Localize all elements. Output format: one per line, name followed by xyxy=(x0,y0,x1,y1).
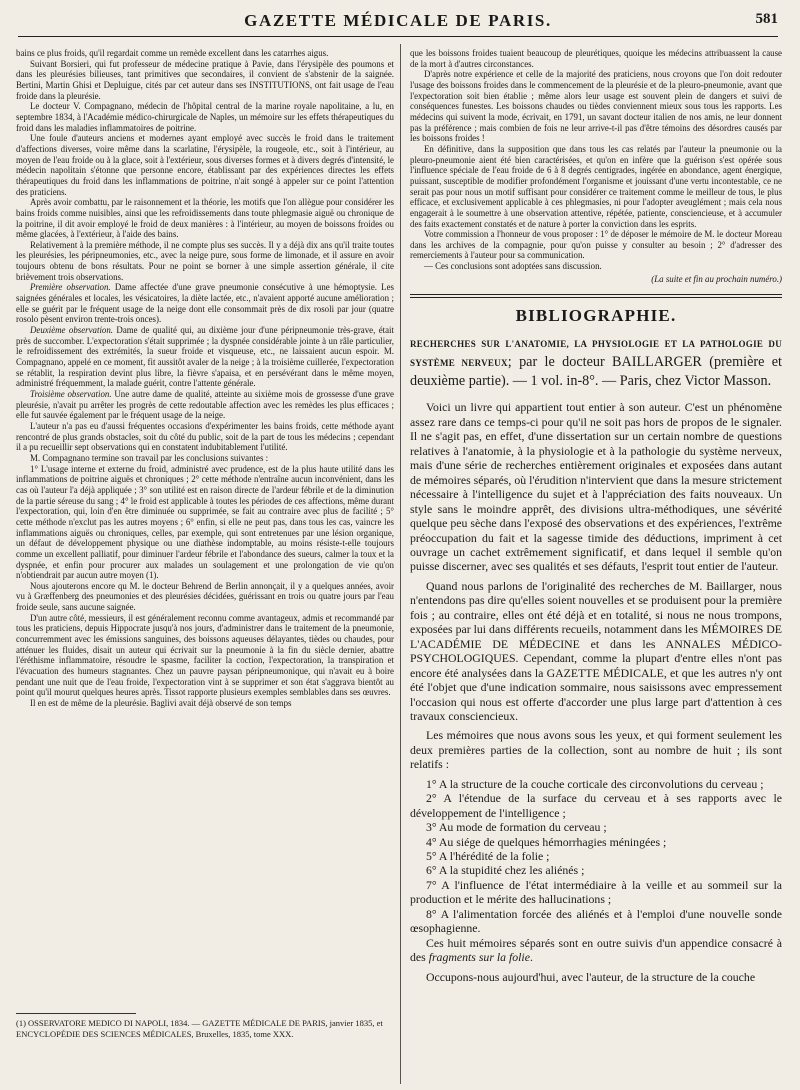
left-column-paragraph xyxy=(16,613,394,698)
review-end-paragraph xyxy=(410,936,782,965)
left-column-text: Une autre dame de qualité, atteinte au sixième mois de grossesse d'une grave pleurésie, n'avait pu arrêter les progrès de cette redoutable affection avec les remèdes les plus efficaces ; elle fut sauvée également par le fréquent usage de la neige. xyxy=(16,389,394,421)
left-column-text: D'un autre côté, messieurs, il est généralement reconnu comme avantageux, admis et recommandé par tous les praticiens, depuis Hippocrate jusqu'à nos jours, d'administrer dans le traitement de la pneumonie, concurremment avec les émissions sanguines, des boissons aqueuses délayantes, tièdes ou chaudes, pour atténuer les fluides, disait un auteur qui écrivait sur la pneumonie à la fin du siècle dernier, abattre l'éréthisme inflammatoire, résoudre le spasme, faciliter la coction, l'expectoration, la transpiration et l'évacuation des humeurs stagnantes. Chez un pauvre paysan péripneumonique, qui n'avait eu à boire pendant une nuit que de l'eau froide, l'expectoration vint à se supprimer et son état s'aggrava bientôt au point qu'il mourut quelques heures après. Tissot rapporte plusieurs exemples semblables dans ses œuvres. xyxy=(16,612,394,698)
left-column-paragraph xyxy=(16,389,394,421)
memoir-list-item: 3° Au mode de formation du cerveau ; xyxy=(426,820,607,835)
left-column-text: bains ce plus froids, qu'il regardait comme un remède excellent dans les catarrhes aigus. xyxy=(16,48,329,58)
work-title: RECHERCHES SUR L'ANATOMIE, LA PHYSIOLOGIE ET LA PATHOLOGIE DU SYSTÈME NERVEUX xyxy=(410,339,782,369)
observation-label: Première observation. xyxy=(30,282,111,293)
left-column-paragraph xyxy=(16,698,394,709)
left-column-paragraph xyxy=(16,101,394,133)
left-column-text: Le docteur V. Compagnano, médecin de l'hôpital central de la marine royale napolitaine, a lu, en septembre 1834, à l'Académie médico-chirurgicale de Naples, un mémoire sur les effets thérapeutiques du froid dans les maladies inflammatoires de poitrine. xyxy=(16,101,394,133)
report-paragraph xyxy=(410,229,782,261)
review-paragraph xyxy=(410,579,782,724)
gazette-title: GAZETTE MÉDICALE DE PARIS. xyxy=(244,11,552,30)
left-column-text: Suivant Borsieri, qui fut professeur de médecine pratique à Pavie, dans l'érysipèle des poumons et dans les pleurésies bilieuses, tant primitives que secondaires, il convient de s'abstenir de la saignée. Bertini, Martin Ghisi et Depluigue, cités par cet auteur dans ses INSTITUTIONS, ont fait usage de l'eau froide dans la pleurésie. xyxy=(16,58,394,101)
left-column-paragraph xyxy=(16,48,394,59)
left-column-paragraph xyxy=(16,464,394,581)
memoir-list-item: 4° Au siége de quelques hémorrhagies méningées ; xyxy=(426,834,667,849)
report-text: Votre commission a l'honneur de vous proposer : 1° de déposer le mémoire de M. le docteur Moreau dans les archives de la compagnie, pour qu'on puisse y consulter au besoin ; 2° d'adresser des remerciements à l'auteur pour sa communication. xyxy=(410,229,782,261)
memoir-list-item: 7° A l'influence de l'état intermédiaire à la veille et au sommeil sur la production et le mérite des hallucinations ; xyxy=(410,877,782,907)
continued-note: (La suite et fin au prochain numéro.) xyxy=(651,273,782,284)
review-end-text-end: . xyxy=(529,950,533,965)
report-text: que les boissons froides tuaient beaucoup de pleurétiques, quoique les médecins attribuassent la cause de la mort à d'autres circonstances. xyxy=(410,48,782,69)
report-text: En définitive, dans la supposition que dans tous les cas relatés par l'auteur la pneumonie ou la pleuro-pneumonie aient été bien caractérisées, et qu'on en infère que la guérison s'est opérée sous l'influence spéciale de l'eau froide de 6 à 8 degrés centigrades, ingérée en abondance, agent énergique, puissant, susceptible de modifier profondément l'organisme et jouissant d'une vertu incontestable, ce ne serait pas pour nous un motif suffisant pour considérer ce traitement comme le meilleur de tous, le plus efficace, et exclusivement applicable à ces phlegmasies, ni pour l'adopter aveuglément ; mais cela nous engagerait à le soumettre à une observation attentive, répétée, patiente, consciencieuse, et à accumuler des faits exactement constatés et de nature à porter la conviction dans les esprits. xyxy=(410,143,782,229)
report-paragraph xyxy=(410,144,782,229)
review-text xyxy=(410,400,782,984)
left-column xyxy=(16,48,394,1082)
memoir-list-item: 2° A l'étendue de la surface du cerveau et à ses rapports avec le développement de l'intelligence ; xyxy=(410,791,782,820)
left-column-text: Dame affectée d'une grave pneumonie consécutive à une hémoptysie. Les saignées générales et locales, les vésicatoires, la diète lactée, etc., n'avaient apporté aucune amélioration ; elle se guérit par le fréquent usage de la neige dont elle consommait près de dix rosoli par jour (quatre rosolo pèsent environ trente-trois onces). xyxy=(16,282,394,325)
report-paragraph xyxy=(410,261,782,272)
left-column-text: 1° L'usage interne et externe du froid, administré avec prudence, est de la plus haute utilité dans les inflammations de poitrine aiguës et chroniques ; 2° cette méthode n'entraîne aucun inconvénient, dans les cas où l'auteur l'a déjà appliquée ; 3° son utilité est en raison directe de l'ardeur fébrile et de la diminution de la partie séreuse du sang ; 4° le froid est applicable à toutes les périodes de ces affections, même durant l'expectoration, qui, loin d'en être diminuée ou supprimée, se fait au contraire avec plus de facilité ; 5° cette méthode n'exclut pas les autres moyens ; 6° enfin, si elle ne peut pas, dans tous les cas, vaincre les inflammations aiguës ou chroniques, celles, par exemple, qui sont entretenues par une lésion organique, un défaut de développement physique ou une diathèse indomptable, au moins résiste-t-elle toujours comme un excellent palliatif, pour diminuer l'ardeur fébrile et l'abondance des sueurs, calmer la toux et la dyspnée, et enfin pour procurer aux malades un soulagement et une prolongation de vie qu'on n'obtiendrait par aucun autre moyen (1). xyxy=(16,463,394,581)
left-column-text: L'auteur n'a pas eu d'aussi fréquentes occasions d'expérimenter les bains froids, cette méthode ayant rencontré de plus grands obstacles, soit du côté du public, soit de la part de tous les médecins ; cependant il a pu recueillir sept observations qui en constatent indubitablement l'utilité. xyxy=(16,420,394,453)
left-column-text: Une foule d'auteurs anciens et modernes ayant employé avec succès le froid dans le traitement d'affections diverses, voire même dans la scarlatine, l'érysipèle, la rougeole, etc., soit à l'intérieur, au moyen de l'eau froide ou à la glace, soit à l'extérieur, sous diverses formes et à divers degrés d'intensité, le médecin napolitain s'étonne que personne encore, établissant par des expériences directes les effets thérapeutiques du froid dans les inflammations de poitrine, n'ait songé à appeler sur ce point l'attention des praticiens. xyxy=(16,133,394,197)
report-text: D'après notre expérience et celle de la majorité des praticiens, nous croyons que l'on doit redouter l'usage des boissons froides dans le commencement de la pleurésie et de la pleuro-pneumonie, avant que l'expectoration soit bien établie ; même alors leur usage est souvent plein de dangers et suivi de conséquences funestes. Les boissons chaudes ou tièdes conviennent mieux sous tous les rapports. Les médecins qui suivent la mode, écrivait, en 1791, un savant docteur italien de nos amis, ne leur donnent pas la préférence ; mais combien de fois ne leur arrive-t-il pas d'être témoins des désordres causés par les boissons froides ! xyxy=(410,69,782,144)
memoir-list-item: 8° A l'alimentation forcée des aliénés et à l'emploi d'une nouvelle sonde œsophagienne. xyxy=(410,906,782,936)
review-end-text: Ces huit mémoires séparés sont en outre suivis d'un appendice consacré à des xyxy=(410,935,782,965)
left-column-text: Dame de qualité qui, au dixième jour d'une péripneumonie très-grave, était près de succomber. L'expectoration s'était supprimée ; la dyspnée considérable jointe à un râle particulier, le refroidissement des extrémités, la sueur froide et visqueuse, etc., ne laissaient aucun espoir. M. Compagnano, appelé en ce moment, fit aussitôt avaler de la neige ; à la troisième cuillerée, l'expectoration se rétablit, la respiration devint plus libre, la fièvre s'apaisa, et en persévérant dans le même moyen, administré fréquemment, la malade guérit, contre l'attente générale. xyxy=(16,325,394,389)
left-column-paragraph xyxy=(16,282,394,325)
work-details: ; par le docteur BAILLARGER (première et deuxième partie). — 1 vol. in-8°. — Paris, chez Victor Masson. xyxy=(410,354,782,390)
section-separator xyxy=(410,294,782,298)
report-paragraph xyxy=(410,69,782,144)
memoir-list-item: 5° A l'hérédité de la folie ; xyxy=(426,849,550,864)
commission-report xyxy=(410,48,782,272)
observation-label: Troisième observation. xyxy=(30,389,112,399)
review-end-text: Occupons-nous aujourd'hui, avec l'auteur, de la structure de la couche xyxy=(426,969,756,984)
footnote-text: (1) OSSERVATORE MEDICO DI NAPOLI, 1834. — GAZETTE MÉDICALE DE PARIS, janvier 1835, et ENCYCLOPÉDIE DES SCIENCES MÉDICALES, Bruxelles, 1835, tome XXX. xyxy=(16,1018,383,1039)
left-column-paragraph xyxy=(16,581,394,613)
report-paragraph xyxy=(410,48,782,69)
left-column-text: Nous ajouterons encore qu M. le docteur Behrend de Berlin annonçait, il y a quelques années, avoir vu à Græffenberg des pneumonies et des pleurésies décidées, guérissant en trois ou quatre jours par l'eau froide seule, sans aucune saignée. xyxy=(16,580,394,613)
review-text: Quand nous parlons de l'originalité des recherches de M. Baillarger, nous n'entendons pas dire qu'elles soient nouvelles et se produisent pour la première fois ; au contraire, elles ont été déjà et en totalité, si nous ne nous trompons, exposées par lui dans différents recueils, notamment dans les MÉMOIRES DE L'ACADÉMIE DE MÉDECINE et dans les ANNALES MÉDICO-PSYCHOLOGIQUES. Cependant, comme la plupart d'entre elles n'ont pas encore été analysées dans la GAZETTE MÉDICALE, et que les autres n'y ont été l'objet que d'une indication sommaire, nous saisissons avec empressement l'occasion qui nous est offerte d'accorder une plus large part d'attention à ces travaux consciencieux. xyxy=(410,578,782,723)
reviewed-work xyxy=(410,334,782,390)
left-column-paragraph xyxy=(16,197,394,240)
page-header xyxy=(18,8,778,37)
left-column-paragraph xyxy=(16,421,394,453)
report-text: — Ces conclusions sont adoptées sans discussion. xyxy=(424,261,602,272)
left-column-paragraph xyxy=(16,59,394,102)
review-end-paragraph xyxy=(410,970,782,984)
italic-text: fragments sur la folie xyxy=(428,950,530,965)
review-text: Voici un livre qui appartient tout entier à son auteur. C'est un phénomène assez rare dans ce temps-ci pour qu'il ne soit pas hors de propos de le signaler. Il ne s'agit pas, en effet, d'une dissertation sur un certain nombre de questions relatives à l'anatomie, à la physiologie et à la pathologie du système nerveux, mais d'une série de recherches entièrement originales et exposées dans autant de mémoires séparés, où l'érudition n'intervient que dans la mesure strictement nécessaire à l'intelligence du sujet et à l'appréciation des faits nouveaux. Un style sans le moindre apprêt, des divisions ultra-méthodiques, une sévérité quelque peu sèche dans l'exposé des observations et des expériences, l'extrême préoccupation du fait et la sagesse timide des déductions, impriment à cet ouvrage un cachet extrêmement significatif, et dans lequel il semble qu'on puisse discerner, avec ses qualités et ses défauts, l'esprit tout entier de l'auteur. xyxy=(410,400,782,574)
left-column-text: M. Compagnano termine son travail par les conclusions suivantes : xyxy=(30,452,269,463)
left-column-paragraph xyxy=(16,240,394,283)
left-column-paragraph xyxy=(16,133,394,197)
footnote-rule xyxy=(16,1013,136,1014)
footnote xyxy=(16,1013,394,1039)
column-rule xyxy=(400,44,401,1084)
memoir-list-item: 6° A la stupidité chez les aliénés ; xyxy=(426,863,585,878)
page-number: 581 xyxy=(755,11,778,27)
review-paragraph xyxy=(410,400,782,573)
right-column xyxy=(410,48,782,1082)
review-text: Les mémoires que nous avons sous les yeux, et qui forment seulement les deux premières parties de la collection, sont au nombre de huit ; ils sont relatifs : xyxy=(410,728,782,772)
left-column-text: Relativement à la première méthode, il ne compte plus ses succès. Il y a déjà dix ans qu'il traite toutes les pleurésies, les péripneumonies, etc., avec la neige pure, sous forme de limonade, et il assure en avoir toujours obtenu de bons résultats. Pour ne point se borner à une simple assertion générale, il cite brièvement trois observations. xyxy=(16,239,394,282)
left-column-text: Il en est de même de la pleurésie. Baglivi avait déjà observé de son temps xyxy=(30,698,292,709)
review-paragraph xyxy=(410,728,782,771)
bibliography-heading: BIBLIOGRAPHIE. xyxy=(515,306,677,326)
left-column-paragraph xyxy=(16,325,394,389)
left-column-paragraph xyxy=(16,453,394,464)
left-column-text: Après avoir combattu, par le raisonnement et la théorie, les motifs que l'on allègue pour considérer les bains froids comme nuisibles, ainsi que les refroidissements dans toute phlegmasie aiguë ou chronique de la poitrine, il dit avoir employé le froid de deux manières : à l'intérieur, au moyen de boissons froides ou même glacées, à l'extérieur, à l'aide des bains. xyxy=(16,197,394,240)
observation-label: Deuxième observation. xyxy=(30,325,114,336)
memoir-list-item: 1° A la structure de la couche corticale des circonvolutions du cerveau ; xyxy=(426,776,764,791)
